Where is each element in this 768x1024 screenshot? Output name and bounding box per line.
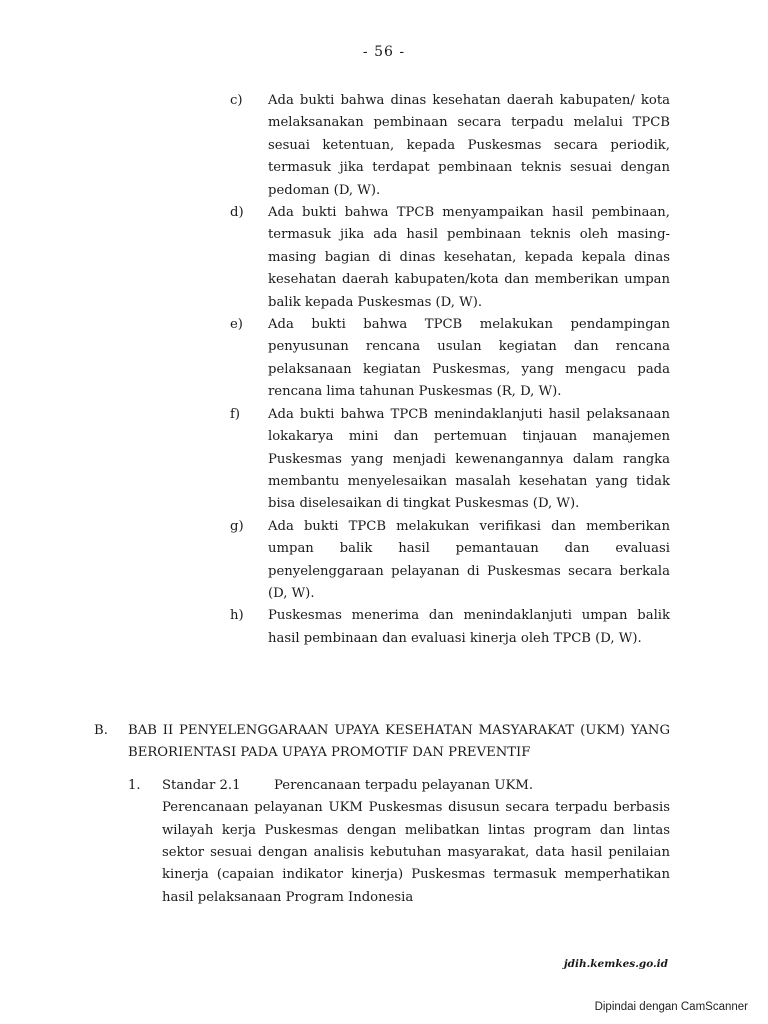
list-item (230, 90, 670, 202)
page-number: - 56 - (362, 44, 406, 60)
list-item-text: Puskesmas menerima dan menindaklanjuti umpan balik hasil pembinaan dan evaluasi kinerja oleh TPCB (D, W). (268, 608, 670, 646)
list-item (230, 314, 670, 404)
standard-title: Perencanaan terpadu pelayanan UKM. (274, 777, 534, 793)
list-item-text: Ada bukti TPCB melakukan verifikasi dan memberikan umpan balik hasil pemantauan dan evaluasi penyelenggaraan pelayanan di Puskesmas secara berkala (D, W). (268, 518, 670, 601)
list-item (230, 202, 670, 314)
scanner-watermark: Dipindai dengan CamScanner (594, 1001, 748, 1013)
list-item-marker: h) (230, 608, 244, 624)
section-letter: B. (94, 723, 108, 738)
standard-block (128, 775, 670, 909)
list-item (230, 605, 670, 650)
list-item-marker: f) (230, 406, 241, 422)
list-item-marker: g) (230, 518, 244, 534)
section-b (94, 720, 670, 909)
criteria-list (230, 90, 670, 650)
list-item-text: Ada bukti bahwa TPCB menindaklanjuti hasil pelaksanaan lokakarya mini dan pertemuan tinjauan manajemen Puskesmas yang menjadi kewenangannya dalam rangka membantu menyelesaikan masalah kesehatan yang tidak bisa diselesaikan di tingkat Puskesmas (D, W). (268, 406, 670, 512)
standard-heading (128, 775, 670, 797)
list-item-marker: e) (230, 317, 243, 333)
section-title: BAB II PENYELENGGARAAN UPAYA KESEHATAN MASYARAKAT (UKM) YANG BERORIENTASI PADA UPAYA PROMOTIF DAN PREVENTIF (128, 723, 670, 761)
standard-body: Perencanaan pelayanan UKM Puskesmas disusun secara terpadu berbasis wilayah kerja Puskesmas dengan melibatkan lintas program dan lintas sektor sesuai dengan analisis kebutuhan masyarakat, data hasil penilaian kinerja (capaian indikator kinerja) Puskesmas termasuk memperhatikan hasil pelaksanaan Program Indonesia (162, 800, 670, 905)
list-item-marker: c) (230, 93, 243, 108)
list-item-marker: d) (230, 205, 244, 221)
list-item (230, 516, 670, 606)
list-item-text: Ada bukti bahwa TPCB melakukan pendampingan penyusunan rencana usulan kegiatan dan rencana pelaksanaan kegiatan Puskesmas, yang mengacu pada rencana lima tahunan Puskesmas (R, D, W). (268, 317, 670, 400)
section-heading (94, 720, 670, 765)
list-item (230, 404, 670, 516)
standard-code: Standar 2.1 (162, 777, 241, 793)
list-item-text: Ada bukti bahwa dinas kesehatan daerah kabupaten/ kota melaksanakan pembinaan secara terpadu melalui TPCB sesuai ketentuan, kepada Puskesmas secara periodik, termasuk jika terdapat pembinaan teknis sesuai dengan pedoman (D, W). (268, 93, 670, 198)
footer-source-url: jdih.kemkes.go.id (563, 958, 668, 970)
standard-number: 1. (128, 777, 141, 793)
list-item-text: Ada bukti bahwa TPCB menyampaikan hasil pembinaan, termasuk jika ada hasil pembinaan teknis oleh masing-masing bagian di dinas kesehatan, kepada kepala dinas kesehatan daerah kabupaten/kota dan memberikan umpan balik kepada Puskesmas (D, W). (268, 205, 670, 310)
